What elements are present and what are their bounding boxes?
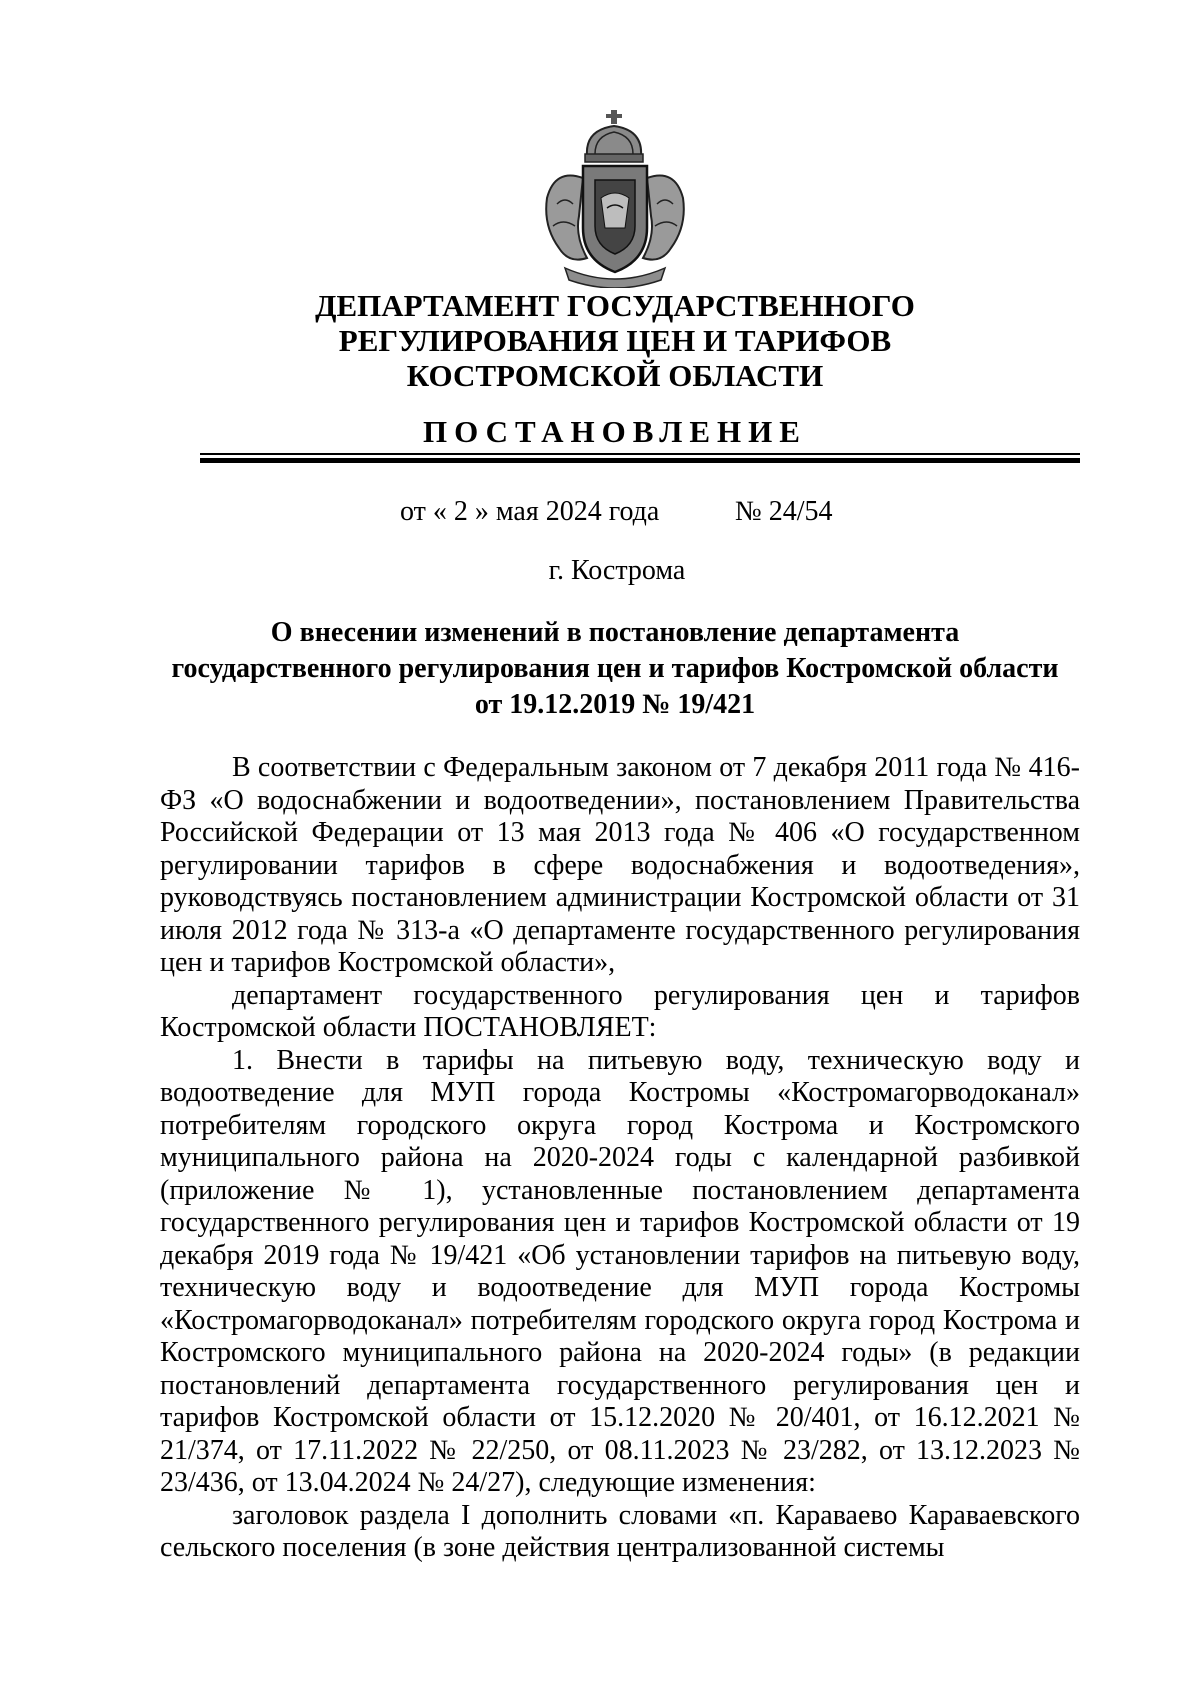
title-line: от 19.12.2019 № 19/421 <box>474 689 756 720</box>
header-divider-thick <box>200 458 1080 463</box>
date-number-line <box>0 496 1200 532</box>
body-paragraph: 1. Внести в тарифы на питьевую воду, техническую воду и водоотведение для МУП города Костромы «Костромагорводоканал» потребителям городского округа город Кострома и Костромского муниципального района на 2020-2024 годы с календарной разбивкой (приложение № 1), установленные постановлением департамента государственного регулирования цен и тарифов Костромской области от 19 декабря 2019 года № 19/421 «Об установлении тарифов на питьевую воду, техническую воду и водоотведение для МУП города Костромы «Костромагорводоканал» потребителям городского округа город Кострома и Костромского муниципального района на 2020-2024 годы» (в редакции постановлений департамента государственного регулирования цен и тарифов Костромской области от 15.12.2020 № 20/401, от 16.12.2021 № 21/374, от 17.11.2022 № 22/250, от 08.11.2023 № 23/282, от 13.12.2023 № 23/436, от 13.04.2024 № 24/27), следующие изменения: <box>160 1044 1080 1498</box>
document-type: ПОСТАНОВЛЕНИЕ <box>423 414 807 449</box>
department-name-line: РЕГУЛИРОВАНИЯ ЦЕН И ТАРИФОВ <box>338 323 892 358</box>
department-name-line: ДЕПАРТАМЕНТ ГОСУДАРСТВЕННОГО <box>315 288 915 323</box>
document-title <box>150 615 1080 723</box>
document-body <box>160 752 1080 1565</box>
header-divider-thin <box>200 453 1080 455</box>
department-name <box>150 288 1080 393</box>
title-line: О внесении изменений в постановление департамента <box>270 617 960 648</box>
document-number: № 24/54 <box>735 496 833 527</box>
department-name-line: КОСТРОМСКОЙ ОБЛАСТИ <box>406 358 824 393</box>
document-date: от « 2 » мая 2024 года <box>400 496 660 527</box>
body-paragraph: департамент государственного регулирования цен и тарифов Костромской области ПОСТАНОВЛЯЕТ: <box>160 979 1080 1043</box>
coat-of-arms-emblem <box>535 108 695 288</box>
body-paragraph: заголовок раздела I дополнить словами «п. Караваево Караваевского сельского поселения (в зоне действия централизованной системы <box>160 1499 1080 1563</box>
title-line: государственного регулирования цен и тарифов Костромской области <box>171 653 1059 684</box>
document-city: г. Кострома <box>548 555 686 586</box>
body-paragraph: В соответствии с Федеральным законом от 7 декабря 2011 года № 416-ФЗ «О водоснабжении и водоотведении», постановлением Правительства Российской Федерации от 13 мая 2013 года № 406 «О государственном регулировании тарифов в сфере водоснабжения и водоотведения», руководствуясь постановлением администрации Костромской области от 31 июля 2012 года № 313-а «О департаменте государственного регулирования цен и тарифов Костромской области», <box>160 752 1080 978</box>
